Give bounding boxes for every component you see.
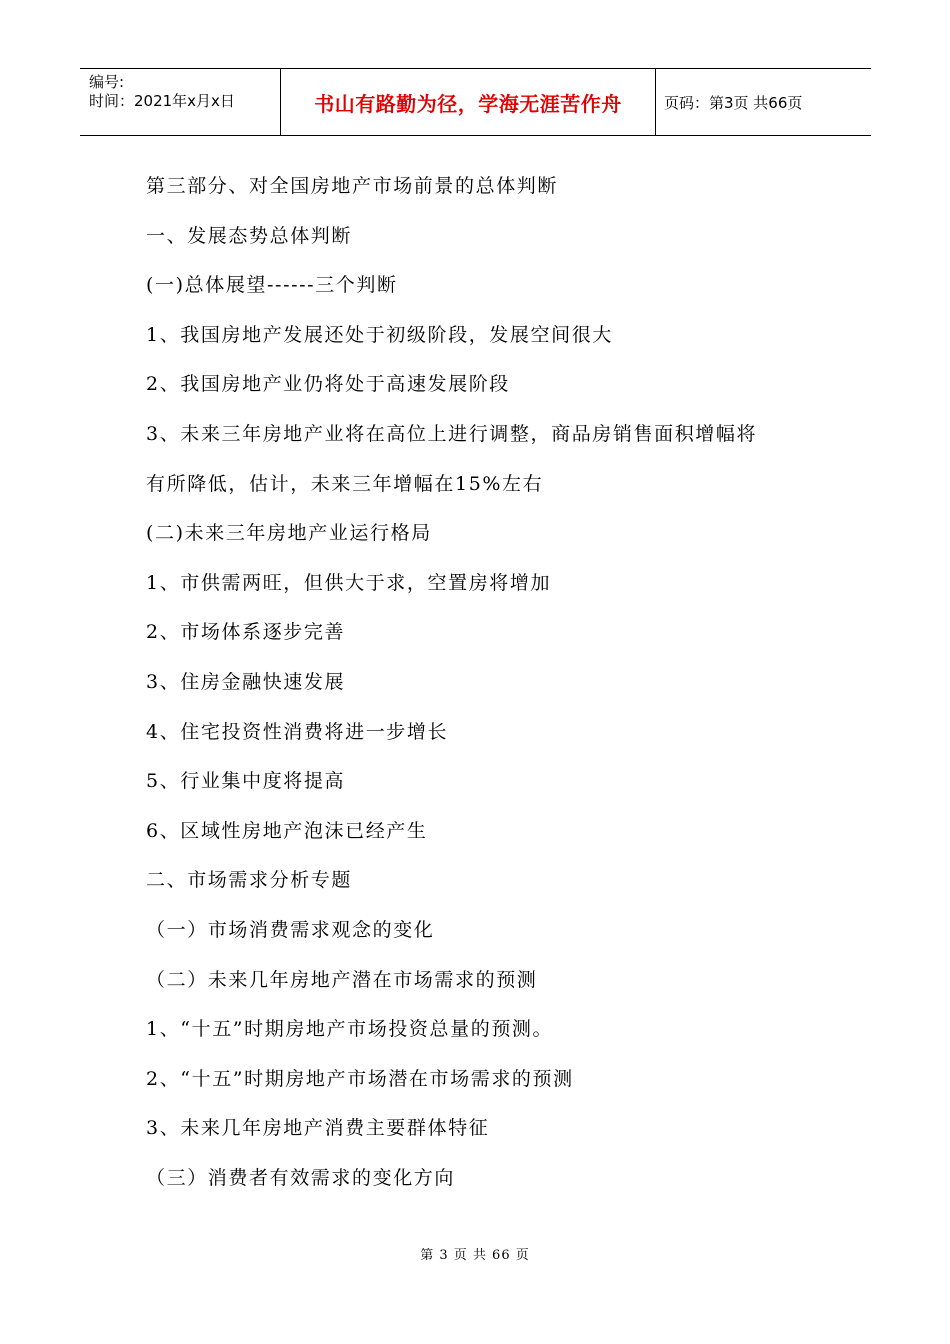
list-item: 2、我国房地产业仍将处于高速发展阶段 xyxy=(146,373,510,396)
number-label: 编号: xyxy=(89,73,125,91)
header-motto: 书山有路勤为径，学海无涯苦作舟 xyxy=(281,69,656,135)
subheading: (二)未来三年房地产业运行格局 xyxy=(146,522,432,545)
page-header xyxy=(80,68,871,136)
date-line: 时间：2021年x月x日 xyxy=(89,92,235,110)
list-item: 2、“十五”时期房地产市场潜在市场需求的预测 xyxy=(146,1067,574,1090)
list-item: 2、市场体系逐步完善 xyxy=(146,621,346,644)
subheading: （三）消费者有效需求的变化方向 xyxy=(146,1166,456,1189)
subheading: (一)总体展望------三个判断 xyxy=(146,274,398,297)
list-item: 4、住宅投资性消费将进一步增长 xyxy=(146,720,449,743)
list-item: 3、未来三年房地产业将在高位上进行调整，商品房销售面积增幅将 xyxy=(146,422,758,445)
header-page-info: 页码：第3页 共66页 xyxy=(664,93,803,112)
section-title: 第三部分、对全国房地产市场前景的总体判断 xyxy=(146,175,559,197)
subheading: （一）市场消费需求观念的变化 xyxy=(146,918,435,941)
heading-1: 一、发展态势总体判断 xyxy=(146,224,353,247)
header-meta xyxy=(80,69,281,135)
list-item: 1、“十五”时期房地产市场投资总量的预测。 xyxy=(146,1018,554,1041)
list-item: 1、市供需两旺，但供大于求，空置房将增加 xyxy=(146,571,552,594)
list-item-continuation: 有所降低，估计，未来三年增幅在15%左右 xyxy=(146,472,544,495)
page-footer: 第 3 页 共 66 页 xyxy=(420,1248,530,1263)
list-item: 5、行业集中度将提高 xyxy=(146,770,346,793)
list-item: 3、住房金融快速发展 xyxy=(146,670,346,693)
list-item: 6、区域性房地产泡沫已经产生 xyxy=(146,819,428,842)
heading-2: 二、市场需求分析专题 xyxy=(146,869,353,892)
document-body xyxy=(146,162,826,1203)
subheading: （二）未来几年房地产潜在市场需求的预测 xyxy=(146,968,538,991)
list-item: 3、未来几年房地产消费主要群体特征 xyxy=(146,1117,490,1140)
list-item: 1、我国房地产发展还处于初级阶段，发展空间很大 xyxy=(146,323,613,346)
